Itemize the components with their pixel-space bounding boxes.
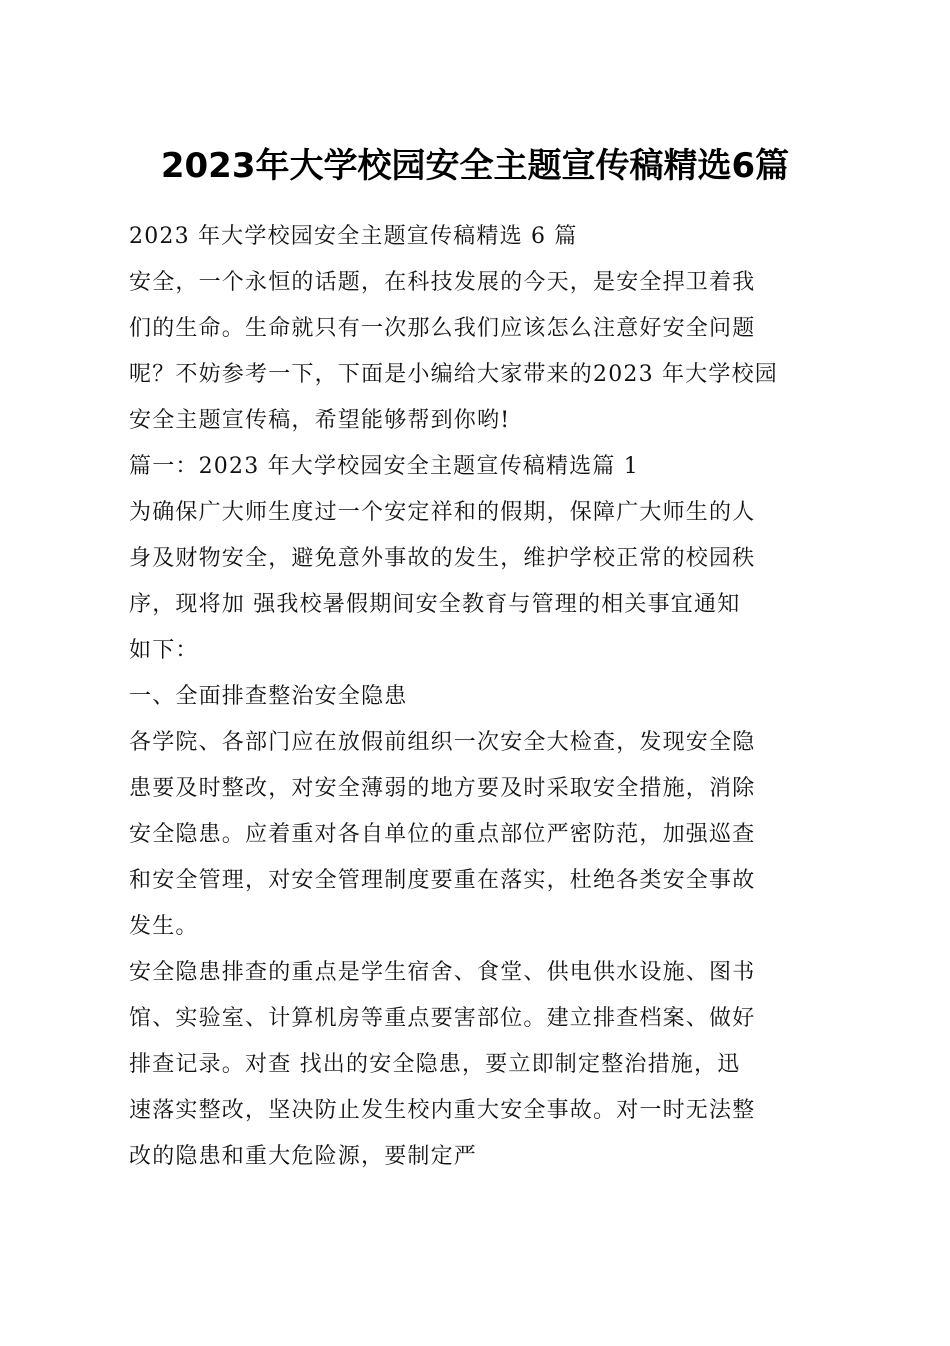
document-title: 2023年大学校园安全主题宣传稿精选6篇 bbox=[160, 146, 790, 186]
paragraph-intro bbox=[129, 260, 829, 444]
text-line: 如下： bbox=[129, 638, 199, 663]
document-body bbox=[129, 214, 829, 1180]
paragraph-section-heading bbox=[129, 444, 829, 490]
paragraph-subtitle bbox=[129, 214, 829, 260]
text-line: 安全隐患排查的重点是学生宿舍、食堂、供电供水设施、图书 bbox=[129, 960, 756, 985]
text-line: 为确保广大师生度过一个安定祥和的假期，保障广大师生的人 bbox=[129, 500, 756, 525]
text-line: 身及财物安全，避免意外事故的发生，维护学校正常的校园秩 bbox=[129, 546, 756, 571]
paragraph-inspection bbox=[129, 720, 829, 950]
text-line: 发生。 bbox=[129, 914, 199, 939]
text-line: 一、全面排查整治安全隐患 bbox=[129, 684, 408, 709]
text-line: 呢？不妨参考一下，下面是小编给大家带来的2023 年大学校园 bbox=[129, 362, 778, 387]
text-line: 篇一：2023 年大学校园安全主题宣传稿精选篇 1 bbox=[129, 454, 639, 479]
text-line: 改的隐患和重大危险源，要制定严 bbox=[129, 1144, 478, 1169]
text-line: 序，现将加 强我校暑假期间安全教育与管理的相关事宜通知 bbox=[129, 592, 741, 617]
text-line: 速落实整改，坚决防止发生校内重大安全事故。对一时无法整 bbox=[129, 1098, 756, 1123]
paragraph-notice bbox=[129, 490, 829, 674]
text-line: 们的生命。生命就只有一次那么我们应该怎么注意好安全问题 bbox=[129, 316, 756, 341]
text-line: 安全隐患。应着重对各自单位的重点部位严密防范，加强巡查 bbox=[129, 822, 756, 847]
paragraph-key-areas bbox=[129, 950, 829, 1180]
text-line: 安全，一个永恒的话题，在科技发展的今天，是安全捍卫着我 bbox=[129, 270, 756, 295]
text-line: 各学院、各部门应在放假前组织一次安全大检查，发现安全隐 bbox=[129, 730, 756, 755]
text-line: 馆、实验室、计算机房等重点要害部位。建立排查档案、做好 bbox=[129, 1006, 756, 1031]
text-line: 排查记录。对查 找出的安全隐患，要立即制定整治措施，迅 bbox=[129, 1052, 741, 1077]
text-line: 患要及时整改，对安全薄弱的地方要及时采取安全措施，消除 bbox=[129, 776, 756, 801]
paragraph-item-heading bbox=[129, 674, 829, 720]
text-line: 安全主题宣传稿，希望能够帮到你哟! bbox=[129, 408, 511, 433]
text-line: 和安全管理，对安全管理制度要重在落实，杜绝各类安全事故 bbox=[129, 868, 756, 893]
text-line: 2023 年大学校园安全主题宣传稿精选 6 篇 bbox=[129, 224, 578, 249]
